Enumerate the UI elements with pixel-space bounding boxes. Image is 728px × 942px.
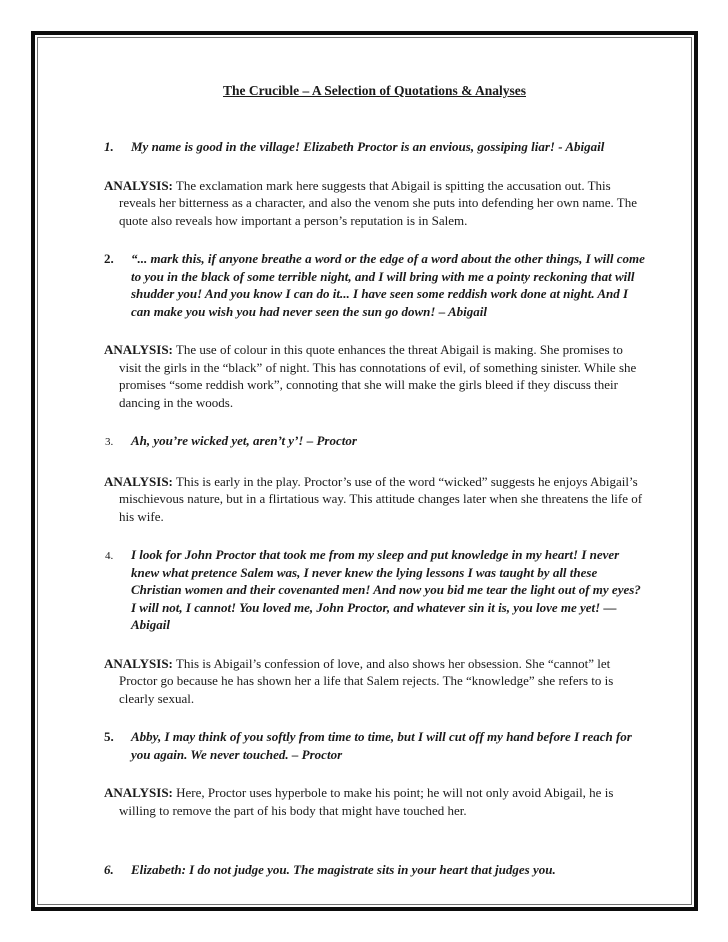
- quote-text: Abby, I may think of you softly from time to time, but I will cut off my hand before I reach for you again. We never touched. – Proctor: [131, 729, 632, 762]
- page-title: The Crucible – A Selection of Quotations & Analyses: [222, 83, 526, 98]
- quote-item: [104, 546, 645, 634]
- quote-number: 5.: [104, 729, 114, 744]
- quote-item: [104, 861, 645, 879]
- analysis-text: This is early in the play. Proctor’s use of the word “wicked” suggests he enjoys Abigail’s mischievous nature, but in a flirtatious way. This attitude changes later when she threatens the life of his wife.: [119, 473, 643, 524]
- document-content: [104, 138, 645, 879]
- quote-text: My name is good in the village! Elizabeth Proctor is an envious, gossiping liar! - Abigail: [131, 139, 605, 154]
- analysis-text: The exclamation mark here suggests that Abigail is spitting the accusation out. This reveals her bitterness as a character, and also the venom she puts into defending her own name. The quote also reveals how important a person’s reputation is in Salem.: [119, 177, 637, 228]
- quote-number: 4.: [105, 550, 114, 562]
- analysis-label: ANALYSIS:: [104, 655, 173, 671]
- quote-item: [104, 728, 645, 763]
- analysis-item: [104, 177, 645, 230]
- document-page: [38, 38, 691, 879]
- analysis-label: ANALYSIS:: [104, 342, 173, 357]
- analysis-item: [104, 341, 645, 411]
- analysis-text: This is Abigail’s confession of love, and also shows her obsession. She “cannot” let Proctor go because he has shown her a life that Salem rejects. The “knowledge” she refers to is clearly sexual.: [119, 655, 614, 706]
- quote-number: 2.: [104, 251, 114, 266]
- page-border: [31, 31, 698, 911]
- quote-item: [104, 250, 645, 320]
- quote-text: Elizabeth: I do not judge you. The magistrate sits in your heart that judges you.: [131, 862, 556, 877]
- quote-text: I look for John Proctor that took me from my sleep and put knowledge in my heart! I never knew what pretence Salem was, I never knew the lying lessons I was taught by all these Christian women and their covenanted men! And now you bid me tear the light out of my eyes? I will not, I cannot! You loved me, John Proctor, and whatever sin it is, you love me yet! — Abigail: [131, 547, 641, 632]
- page-inner-border: [37, 37, 692, 905]
- quote-number: 3.: [105, 436, 114, 448]
- quote-number: 6.: [104, 862, 114, 877]
- quote-number: 1.: [104, 139, 114, 154]
- analysis-label: ANALYSIS:: [104, 473, 173, 489]
- analysis-item: [104, 473, 645, 526]
- analysis-text: The use of colour in this quote enhances the threat Abigail is making. She promises to visit the girls in the “black” of night. This has connotations of evil, of something sinister. While she promises “some reddish work”, connoting that she will make the girls bleed if they discuss their dancing in the woods.: [119, 342, 637, 410]
- quote-text: “... mark this, if anyone breathe a word or the edge of a word about the other things, I will come to you in the black of some terrible night, and I will bring with me a pointy reckoning that will shudder you! And you know I can do it... I have seen some reddish work done at night. And I can make you wish you had never seen the sun go down! – Abigail: [131, 251, 645, 319]
- quote-text: Ah, you’re wicked yet, aren’t y’! – Proctor: [131, 433, 357, 448]
- analysis-label: ANALYSIS:: [104, 177, 173, 193]
- quote-item: [104, 432, 645, 452]
- quote-item: [104, 138, 645, 156]
- analysis-label: ANALYSIS:: [104, 785, 173, 800]
- analysis-item: [104, 655, 645, 708]
- analysis-text: Here, Proctor uses hyperbole to make his point; he will not only avoid Abigail, he is willing to remove the part of his body that might have touched her.: [119, 785, 614, 818]
- analysis-item: [104, 784, 645, 819]
